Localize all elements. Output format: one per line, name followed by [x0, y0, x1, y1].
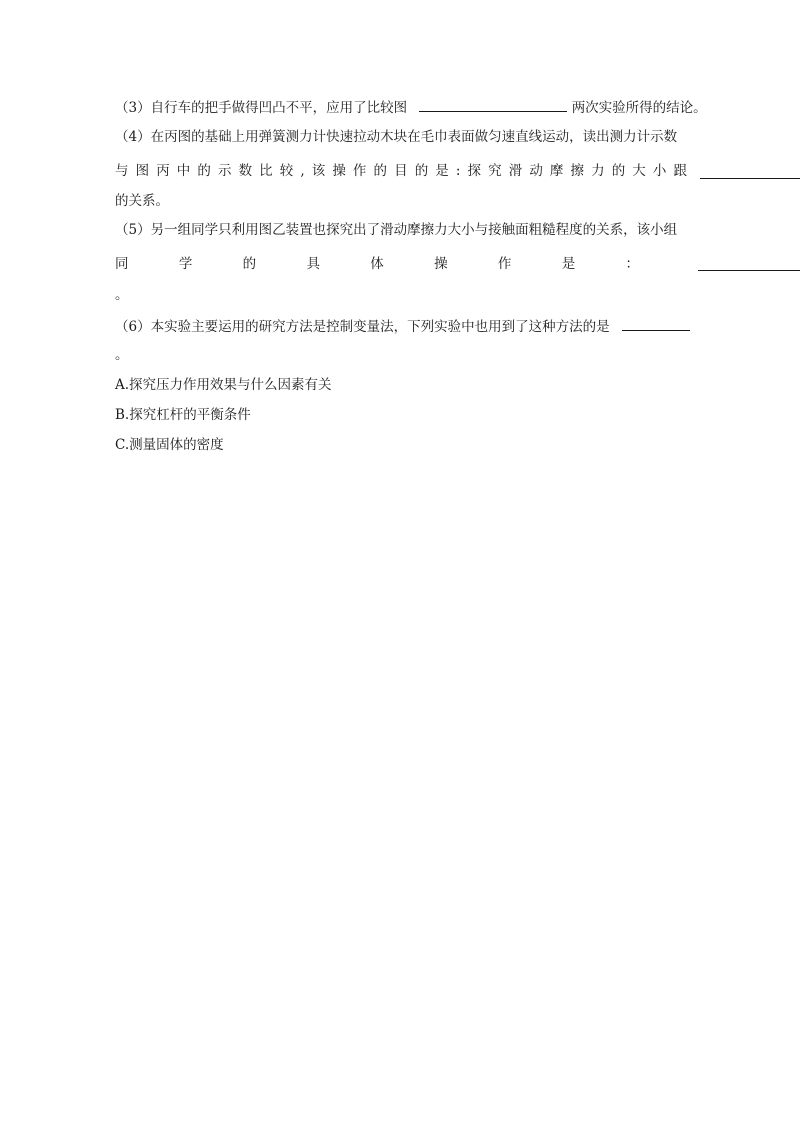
q4-line2_chars-char: , [300, 163, 305, 179]
q4-line2_chars-char: 大 [632, 163, 646, 179]
q4-line2_chars-char: 该 [311, 163, 326, 179]
question-3 [115, 97, 707, 117]
q4-line2_chars-char: 是 [435, 163, 449, 179]
answer-blank-6[interactable] [622, 316, 690, 331]
q4-line2_chars-char: 图 [135, 163, 150, 179]
question-6-text: （6）本实验主要运用的研究方法是控制变量法，下列实验中也用到了这种方法的是 [115, 319, 610, 335]
question-4-line-1: （4）在丙图的基础上用弹簧测力计快速拉动木块在毛巾表面做匀速直线运动，读出测力计示数 [115, 129, 678, 145]
q4-line2_chars-char: 探 [467, 163, 482, 179]
question-6-line-1 [115, 316, 690, 336]
question-5-line-1: （5）另一组同学只利用图乙装置也探究出了滑动摩擦力大小与接触面粗糙程度的关系，该小组 [115, 222, 678, 238]
q4-line2_chars-char: 滑 [508, 163, 523, 179]
q4-line2_chars-char: 动 [529, 163, 543, 179]
answer-blank-3[interactable] [419, 97, 567, 112]
q4-line2_chars-char: 示 [217, 163, 232, 179]
q4-line2_chars-char: 小 [652, 163, 667, 179]
option-a: A.探究压力作用效果与什么因素有关 [115, 377, 332, 393]
q4-line2_chars-char: 的 [414, 163, 429, 179]
question-6-line-2: 。 [115, 347, 129, 363]
q4-line2_chars-char: 摩 [549, 163, 564, 179]
q5-line2_chars-char: 学 [178, 256, 193, 272]
q4-line2_chars-char: 的 [197, 163, 211, 179]
q4-line2_chars-char: 目 [394, 163, 408, 179]
q5-line2_chars-char: 的 [242, 256, 257, 272]
q5-line2_chars-char: 体 [370, 256, 384, 272]
answer-blank-4[interactable] [700, 177, 800, 179]
question-3-prefix: （3）自行车的把手做得凹凸不平，应用了比较图 [115, 100, 408, 116]
q4-line2_chars-char: : [455, 163, 461, 179]
q5-line2_chars-char: 同 [115, 256, 129, 272]
question-3-suffix: 两次实验所得的结论。 [571, 100, 707, 116]
answer-blank-5[interactable] [698, 269, 800, 271]
question-4-line-2 [115, 162, 687, 180]
q5-line2_chars-char: 是 [561, 256, 576, 272]
q4-line2_chars-char: 的 [373, 163, 388, 179]
question-5-line-3: 。 [115, 287, 129, 303]
q4-line2_chars-char: 跟 [673, 163, 687, 179]
q4-line2_chars-char: 擦 [570, 163, 585, 179]
question-5-line-2 [115, 255, 639, 273]
q4-line2_chars-char: 作 [352, 163, 367, 179]
q5-line2_chars-char: 作 [497, 256, 512, 272]
q5-line2_chars-char: 具 [306, 256, 320, 272]
q4-line2_chars-char: 力 [591, 163, 605, 179]
question-4-line-3: 的关系。 [115, 193, 169, 209]
q4-line2_chars-char: 比 [259, 163, 273, 179]
q4-line2_chars-char: 中 [176, 163, 191, 179]
q4-line2_chars-char: 的 [611, 163, 626, 179]
option-c: C.测量固体的密度 [115, 437, 224, 453]
q5-line2_chars-char: ： [625, 256, 639, 272]
q4-line2_chars-char: 丙 [156, 163, 170, 179]
q4-line2_chars-char: 操 [332, 163, 346, 179]
q4-line2_chars-char: 较 [279, 163, 294, 179]
q4-line2_chars-char: 与 [115, 163, 129, 179]
q4-line2_chars-char: 数 [238, 163, 253, 179]
q5-line2_chars-char: 操 [434, 256, 448, 272]
option-b: B.探究杠杆的平衡条件 [115, 407, 251, 423]
q4-line2_chars-char: 究 [488, 163, 502, 179]
